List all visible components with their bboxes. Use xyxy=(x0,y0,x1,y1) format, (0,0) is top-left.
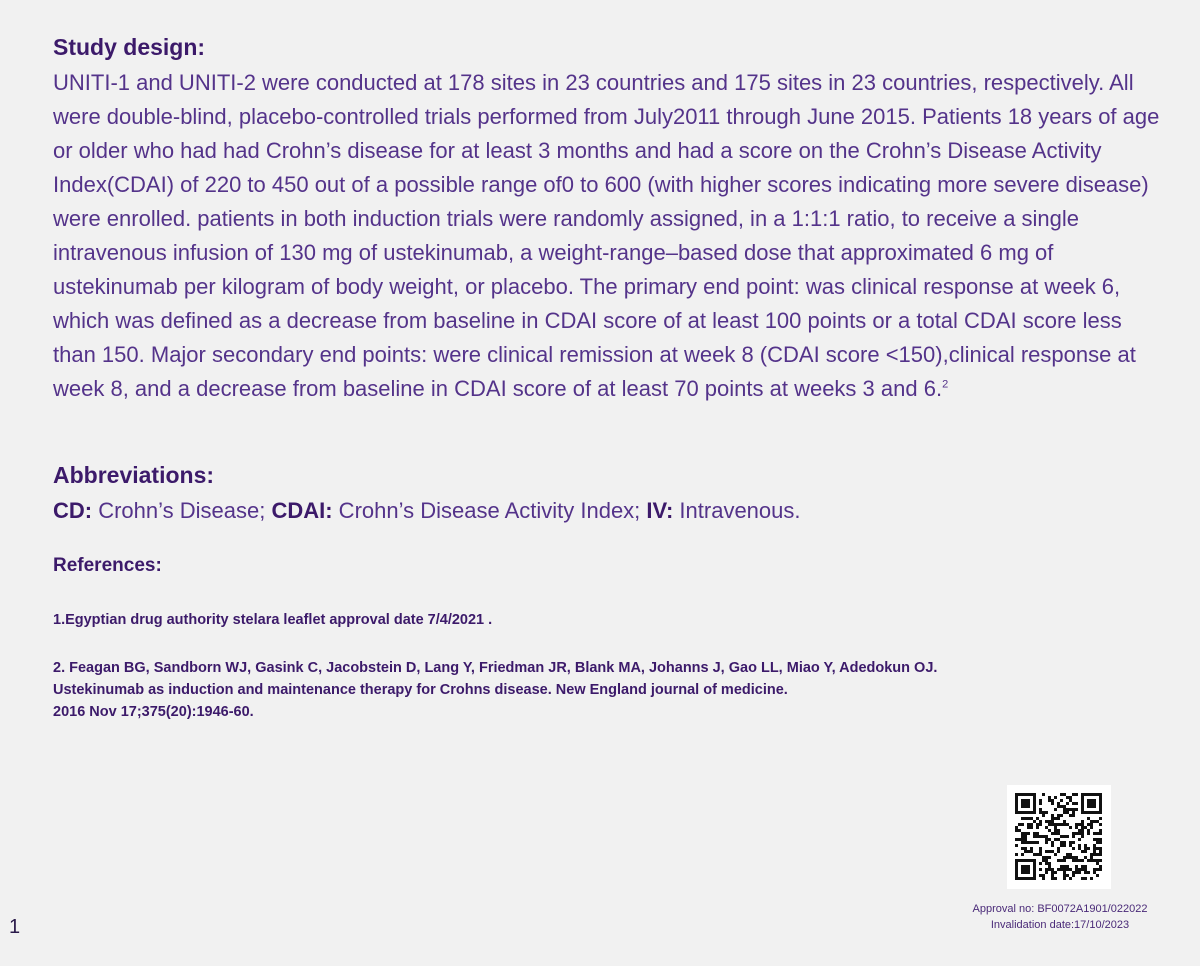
reference-2 xyxy=(53,657,1153,723)
study-design-title: Study design: xyxy=(53,34,206,60)
abbr-def-cd: Crohn’s Disease; xyxy=(92,498,272,523)
approval-info xyxy=(940,901,1180,933)
reference-1: 1.Egyptian drug authority stelara leaflet approval date 7/4/2021 . xyxy=(53,612,493,628)
reference-2-line-3: 2016 Nov 17;375(20):1946-60. xyxy=(53,704,254,720)
abbreviations-list xyxy=(53,494,801,528)
abbr-term-cdai: CDAI: xyxy=(271,498,333,523)
study-design-text: UNITI-1 and UNITI-2 were conducted at 178 sites in 23 countries and 175 sites in 23 countries, respectively. All were double-blind, placebo-controlled trials performed from July2011 through June 2015. Patients 18 years of age or older who had had Crohn’s disease for at least 3 months and had a score on the Crohn’s Disease Activity Index(CDAI) of 220 to 450 out of a possible range of0 to 600 (with higher scores indicating more severe disease) were enrolled. patients in both induction trials were randomly assigned, in a 1:1:1 ratio, to receive a single intravenous infusion of 130 mg of ustekinumab, a weight-range–based dose that approximated 6 mg of ustekinumab per kilogram of body weight, or placebo. The primary end point: was clinical response at week 6, which was defined as a decrease from baseline in CDAI score of at least 100 points or a total CDAI score less than 150. Major secondary end points: were clinical remission at week 8 (CDAI score <150),clinical response at week 8, and a decrease from baseline in CDAI score of at least 70 points at weeks 3 and 6. xyxy=(53,70,1160,401)
abbr-term-iv: IV: xyxy=(646,498,674,523)
reference-superscript: 2 xyxy=(942,378,949,391)
page-number: 1 xyxy=(9,916,21,938)
reference-2-line-2: Ustekinumab as induction and maintenance therapy for Crohns disease. New England journal of medicine. xyxy=(53,682,788,698)
abbr-def-iv: Intravenous. xyxy=(673,498,801,523)
abbr-def-cdai: Crohn’s Disease Activity Index; xyxy=(332,498,647,523)
abbreviations-title: Abbreviations: xyxy=(53,462,215,488)
references-title: References: xyxy=(53,555,162,576)
reference-2-line-1: 2. Feagan BG, Sandborn WJ, Gasink C, Jacobstein D, Lang Y, Friedman JR, Blank MA, Johanns J, Gao LL, Miao Y, Adedokun OJ. xyxy=(53,660,938,676)
abbr-term-cd: CD: xyxy=(53,498,93,523)
study-design-body xyxy=(53,66,1163,406)
qr-code-icon xyxy=(1007,785,1111,889)
invalidation-date: Invalidation date:17/10/2023 xyxy=(990,919,1130,931)
qr-code-graphic xyxy=(1007,785,1111,889)
approval-number: Approval no: BF0072A1901/022022 xyxy=(972,903,1148,915)
